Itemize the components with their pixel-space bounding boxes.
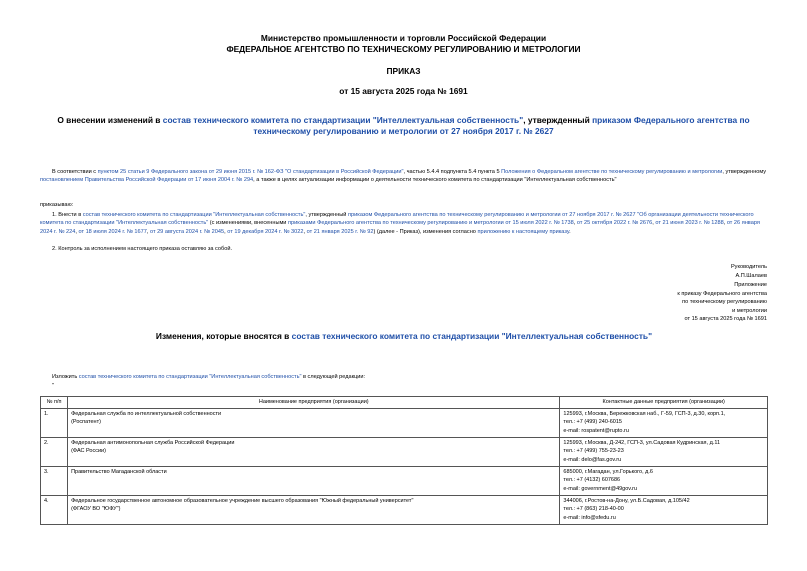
amendment-link[interactable]: от 21 июня 2023 г. № 1288 (655, 220, 724, 227)
amendment-link[interactable]: от 26 января 2024 г. № 224 (40, 220, 760, 235)
regulation-link[interactable]: Положения о Федеральном агентстве по техническому регулированию и метрологии (501, 169, 723, 175)
amendment-link[interactable]: от 21 января 2025 г. № 92 (306, 228, 374, 235)
address: 125993, г.Москва, Бережковская наб., Г-59, ГСП-3, д.30, корп.1, (563, 410, 726, 417)
text: ) (далее - Приказ), изменения согласно (373, 228, 478, 235)
org-full-name: Федеральное государственное автономное образовательное учреждение высшего образования "Южный федеральный университет" (71, 497, 414, 504)
appendix-title (40, 331, 768, 341)
org-full-name: Правительство Магаданской области (71, 468, 167, 475)
amendment-link[interactable]: от 25 октября 2022 г. № 2676 (576, 220, 653, 227)
col-header-name: Наименование предприятия (организации) (68, 397, 560, 409)
org-full-name: Федеральная служба по интеллектуальной собственности (71, 410, 222, 417)
appendix-line: Приложение (734, 282, 767, 288)
phone: тел.: +7 (863) 218-40-00 (563, 506, 624, 513)
title-text: , утвержденный (523, 115, 593, 125)
organization-contacts (560, 437, 768, 466)
amendment-link[interactable]: приказами Федерального агентства по техническому регулированию и метрологии от 15 июля 2022 г. № 1738 (288, 220, 574, 227)
ministry-name: Министерство промышленности и торговли Российской Федерации (260, 33, 547, 43)
organization-contacts (560, 495, 768, 524)
organization-contacts (560, 408, 768, 437)
appendix-line: и метрологии (732, 307, 767, 314)
phone: тел.: +7 (499) 755-23-23 (563, 448, 624, 455)
text: , (652, 220, 656, 227)
address: 125993, г.Москва, Д-242, ГСП-3, ул.Садовая Кудринская, д.11 (563, 439, 721, 446)
text: Изложить (52, 374, 79, 380)
text: , (573, 220, 577, 227)
amendment-link[interactable]: от 29 августа 2024 г. № 2045 (149, 228, 225, 235)
row-number: 1. (41, 408, 68, 437)
committee-link[interactable]: состав технического комитета по стандартизации "Интеллектуальная собственность" (162, 115, 524, 125)
organization-name (68, 408, 560, 437)
quote-mark: " (52, 383, 54, 389)
text: , утвержденному (722, 169, 767, 175)
appendix-link[interactable]: приложению к настоящему приказу (477, 228, 570, 235)
signer-position: Руководитель (730, 264, 767, 270)
prikazyvayu: приказываю: (40, 202, 74, 208)
committee-link[interactable]: состав технического комитета по стандартизации "Интеллектуальная собственность" (291, 331, 653, 341)
address: 685000, г.Магадан, ул.Горького, д.6 (563, 468, 653, 475)
amendment-link[interactable]: от 18 июля 2024 г. № 1677 (78, 228, 147, 235)
organization-name (68, 466, 560, 495)
instruction-line (52, 374, 365, 380)
text: Изменения, которые вносятся в (155, 331, 292, 341)
title-text: О внесении изменений в (57, 115, 163, 125)
text: (с изменениями, внесенными (208, 220, 288, 227)
law-link[interactable]: пунктом 25 статьи 9 Федерального закона от 29 июня 2015 г. № 162-ФЗ "О стандартизации в Российской Федерации" (97, 169, 404, 175)
org-short-name: (Роспатент) (71, 419, 101, 426)
order-2627-link[interactable]: приказом Федерального агентства по техническому регулированию и метрологии от 27 ноября 2017 г. № 2627 "Об организации деятельности технического комитета по стандартизации "Интеллектуальная собственность" (40, 212, 754, 227)
amendment-link[interactable]: от 19 декабря 2024 г. № 3022 (227, 228, 304, 235)
table-header-row (41, 397, 768, 409)
text: В соответствии с (52, 169, 98, 175)
committee-link[interactable]: состав технического комитета по стандартизации "Интеллектуальная собственность" (82, 212, 306, 218)
table-row (41, 466, 768, 495)
appendix-line: к приказу Федерального агентства (677, 290, 767, 297)
item-2-paragraph: 2. Контроль за исполнением настоящего приказа оставляю за собой. (52, 246, 233, 252)
text: , (723, 220, 727, 227)
email: e-mail: government@49gov.ru (563, 485, 638, 492)
text: . (569, 228, 571, 235)
text: , (224, 228, 228, 235)
row-number: 2. (41, 437, 68, 466)
table-row (41, 495, 768, 524)
row-number: 4. (41, 495, 68, 524)
order-title (40, 115, 767, 137)
committee-table (40, 396, 768, 525)
agency-name: ФЕДЕРАЛЬНОЕ АГЕНТСТВО ПО ТЕХНИЧЕСКОМУ РЕГУЛИРОВАНИЮ И МЕТРОЛОГИИ (226, 44, 581, 54)
appendix-header (567, 281, 767, 324)
org-short-name: (ФГАОУ ВО "ЮФУ") (71, 506, 121, 513)
phone: тел.: +7 (4132) 607686 (563, 477, 621, 484)
address: 344006, г.Ростов-на-Дону, ул.Б.Садовая, д.105/42 (563, 497, 690, 504)
organization-name (68, 495, 560, 524)
organization-contacts (560, 466, 768, 495)
col-header-number: № п/п (41, 397, 68, 409)
appendix-line: от 15 августа 2025 года № 1691 (684, 316, 767, 323)
order-date: от 15 августа 2025 года № 1691 (339, 86, 468, 96)
item-1-paragraph (40, 211, 768, 236)
text: , (75, 228, 79, 235)
resolution-link[interactable]: постановлением Правительства Российской Федерации от 17 июня 2004 г. № 294 (40, 177, 254, 184)
phone: тел.: +7 (499) 240-6015 (563, 419, 622, 426)
col-header-contacts: Контактные данные предприятия (организации) (560, 397, 768, 409)
email: e-mail: rospatent@rupto.ru (563, 427, 629, 434)
org-full-name: Федеральная антимонопольная служба Российской Федерации (71, 439, 235, 446)
email: e-mail: info@sfedu.ru (563, 514, 616, 521)
table-row (41, 437, 768, 466)
org-short-name: (ФАС России) (71, 448, 106, 455)
organization-name (68, 437, 560, 466)
table-row (41, 408, 768, 437)
row-number: 3. (41, 466, 68, 495)
order-2627-link[interactable]: приказом Федерального агентства по техническому регулированию и метрологии от 27 ноября 2017 г. № 2627 (253, 115, 750, 136)
signature-block (567, 263, 767, 280)
text: , утвержденный (305, 212, 348, 218)
signer-name: А.П.Шалаев (735, 272, 767, 279)
appendix-line: по техническому регулированию (682, 299, 767, 306)
email: e-mail: delo@fas.gov.ru (563, 456, 622, 463)
text: , а также в целях актуализации информации о деятельности технического комитета по стандартизации "Интеллектуальная собственность" (253, 177, 617, 184)
preamble-paragraph (40, 168, 768, 185)
text: в следующей редакции: (301, 374, 366, 380)
text: , (303, 228, 307, 235)
text: , частью 5.4.4 подпункта 5.4 пункта 5 (403, 169, 502, 175)
text: , (146, 228, 150, 235)
text: 1. Внести в (52, 212, 83, 218)
committee-link[interactable]: состав технического комитета по стандартизации "Интеллектуальная собственность" (78, 374, 302, 380)
document-type: ПРИКАЗ (386, 66, 421, 76)
